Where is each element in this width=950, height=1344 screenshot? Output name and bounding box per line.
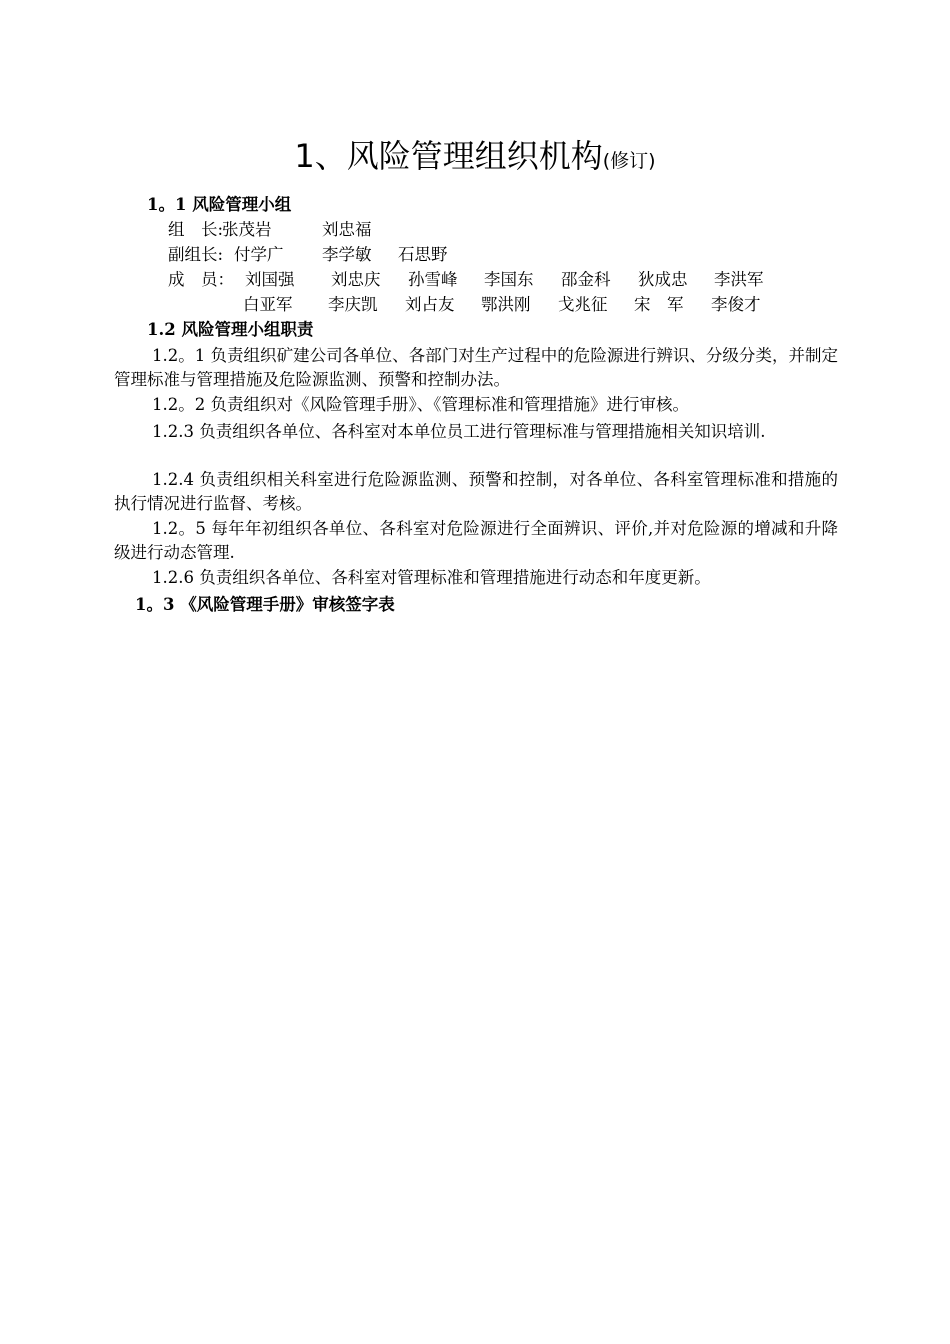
member-name: 白亚军	[243, 295, 293, 314]
member-name: 刘忠庆	[331, 270, 381, 289]
member-name: 戈兆征	[558, 295, 608, 314]
title-note: (修订)	[602, 150, 656, 172]
leader-name: 刘忠福	[322, 220, 372, 239]
section-1-1-heading: 1。1 风险管理小组	[147, 195, 292, 214]
deputy-name: 李学敏	[322, 245, 372, 264]
duty-item-5: 1.2。5 每年年初组织各单位、各科室对危险源进行全面辨识、评价,并对危险源的增减和升降级进行动态管理.	[114, 519, 838, 562]
leader-label: 组 长:	[168, 220, 224, 239]
duty-item-6: 1.2.6 负责组织各单位、各科室对管理标准和管理措施进行动态和年度更新。	[152, 568, 711, 587]
member-name: 刘国强	[245, 270, 295, 289]
leader-name: 张茂岩	[222, 220, 272, 239]
duty-item-2: 1.2。2 负责组织对《风险管理手册》、《管理标准和管理措施》进行审核。	[152, 395, 689, 414]
member-name: 李俊才	[711, 295, 761, 314]
section-1-2-heading: 1.2 风险管理小组职责	[147, 320, 314, 339]
member-name: 孙雪峰	[408, 270, 458, 289]
member-name: 李国东	[484, 270, 534, 289]
title-main: 1、风险管理组织机构	[294, 137, 603, 175]
member-label: 成 员：	[168, 270, 234, 289]
section-1-3-heading: 1。3 《风险管理手册》审核签字表	[135, 595, 395, 614]
member-name: 宋 军	[634, 295, 684, 314]
deputy-name: 石思野	[398, 245, 448, 264]
deputy-label: 副组长:	[168, 245, 224, 264]
duty-item-4: 1.2.4 负责组织相关科室进行危险源监测、预警和控制，对各单位、各科室管理标准和措施的执行情况进行监督、考核。	[114, 470, 838, 513]
duty-item-3: 1.2.3 负责组织各单位、各科室对本单位员工进行管理标准与管理措施相关知识培训.	[152, 422, 766, 441]
member-name: 邵金科	[561, 270, 611, 289]
member-name: 刘占友	[405, 295, 455, 314]
deputy-name: 付学广	[234, 245, 284, 264]
member-name: 狄成忠	[638, 270, 688, 289]
member-name: 李庆凯	[328, 295, 378, 314]
member-name: 李洪军	[714, 270, 764, 289]
page-title	[0, 134, 950, 183]
duty-item-1: 1.2。1 负责组织矿建公司各单位、各部门对生产过程中的危险源进行辨识、分级分类，并制定管理标准与管理措施及危险源监测、预警和控制办法。	[114, 346, 838, 389]
member-name: 鄂洪刚	[481, 295, 531, 314]
